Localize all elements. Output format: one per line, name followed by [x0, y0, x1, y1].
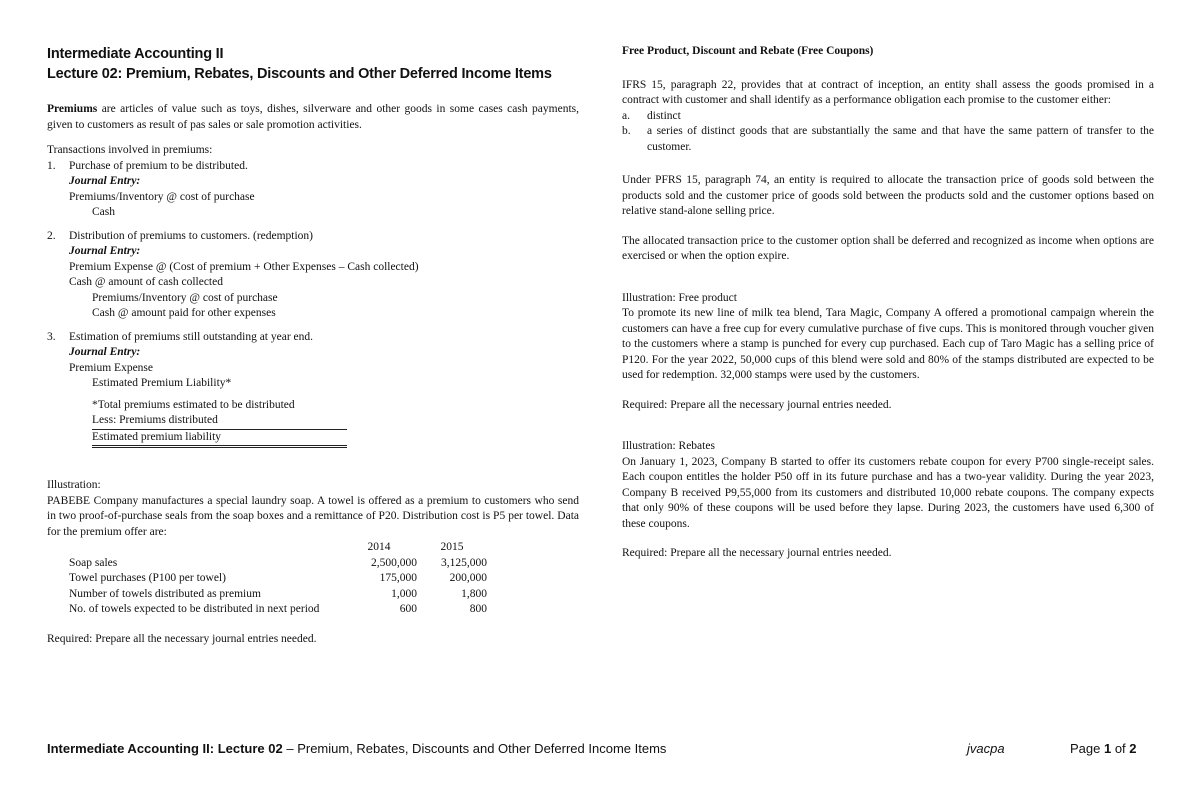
- cell-2014: 175,000: [379, 572, 417, 584]
- item-number: 2.: [47, 229, 56, 242]
- row-label: No. of towels expected to be distributed in next period: [69, 603, 320, 615]
- year-header: 2014: [367, 541, 391, 553]
- required-text: Required: Prepare all the necessary journal entries needed.: [47, 632, 317, 645]
- item-text: Purchase of premium to be distributed.: [69, 159, 248, 172]
- list-item: [622, 109, 1154, 125]
- liability-note-total: *Total premiums estimated to be distributed: [92, 398, 295, 411]
- premiums-term: Premiums: [47, 103, 98, 115]
- transaction-2: [47, 229, 579, 245]
- illustration-heading: Illustration: Rebates: [622, 440, 715, 452]
- row-label: Soap sales: [69, 556, 118, 569]
- liability-note-less: Less: Premiums distributed: [92, 413, 347, 430]
- liability-note-less-wrap: [47, 413, 579, 430]
- pfrs-paragraph: Under PFRS 15, paragraph 74, an entity is required to allocate the transaction price of goods sold between the products sold and the customer price of goods sold between the products sold and the customer options based on relative stand-alone selling price.: [622, 174, 1154, 217]
- table-header-row: [69, 540, 487, 556]
- transaction-1: [47, 159, 579, 175]
- footer-signature: jvacpa: [967, 741, 1005, 756]
- item-text: Estimation of premiums still outstanding at year end.: [69, 330, 314, 343]
- premium-data-table: [69, 540, 487, 618]
- footer-title-rest: – Premium, Rebates, Discounts and Other Deferred Income Items: [282, 741, 667, 756]
- illustration-text: To promote its new line of milk tea blend, Tara Magic, Company A offered a promotional campaign wherein the customers can have a free cup for every cumulative purchase of five cups. This is monitored through voucher given to the customers where a stamp is punched for every cup purchased. Each cup of Taro Magic has a selling price of P120. For the year 2022, 50,000 cups of this blend were sold and 80% of the stamps distributed are expected to be used for redemption. 32,000 stamps were used by the customers.: [622, 307, 1154, 381]
- cell-2014: 2,500,000: [371, 556, 417, 569]
- list-item: [622, 124, 1154, 155]
- total-pages: 2: [1129, 741, 1137, 756]
- section-heading: Free Product, Discount and Rebate (Free Coupons): [622, 45, 874, 57]
- transactions-heading: Transactions involved in premiums:: [47, 144, 213, 156]
- cell-2014: 1,000: [391, 587, 417, 600]
- list-marker: b.: [622, 125, 631, 137]
- cell-2014: 600: [399, 603, 417, 615]
- row-label: Towel purchases (P100 per towel): [69, 572, 226, 584]
- item-number: 3.: [47, 330, 56, 343]
- journal-entry-label: Journal Entry:: [69, 175, 141, 187]
- table-row: [69, 556, 487, 572]
- entry-line: Cash @ amount paid for other expenses: [92, 307, 276, 319]
- entry-line: Premiums/Inventory @ cost of purchase: [92, 291, 278, 304]
- required-text: Required: Prepare all the necessary journal entries needed.: [622, 547, 892, 559]
- illustration-heading: Illustration:: [47, 479, 101, 491]
- journal-entry-label: Journal Entry:: [69, 245, 141, 257]
- allocation-paragraph: The allocated transaction price to the customer option shall be deferred and recognized as income when options are exercised or when the option expire.: [622, 234, 1154, 262]
- premiums-definition: [47, 102, 579, 133]
- journal-entry-label: Journal Entry:: [69, 346, 141, 358]
- list-text: a series of distinct goods that are substantially the same and that have the same pattern of transfer to the customer.: [647, 125, 1154, 153]
- illustration-text: PABEBE Company manufactures a special laundry soap. A towel is offered as a premium to customers who send in two proof-of-purchase seals from the soap boxes and a remittance of P20. Distribution cost is P5 per towel. Data for the premium offer are:: [47, 494, 579, 538]
- required-text: Required: Prepare all the necessary journal entries needed.: [622, 398, 892, 411]
- list-marker: a.: [622, 109, 630, 122]
- item-text: Distribution of premiums to customers. (redemption): [69, 229, 314, 242]
- liability-note-estimated-wrap: [47, 430, 579, 449]
- table-row: [69, 602, 487, 618]
- lecture-title: Lecture 02: Premium, Rebates, Discounts and Other Deferred Income Items: [47, 66, 552, 82]
- entry-line: Premium Expense @ (Cost of premium + Other Expenses – Cash collected): [69, 260, 419, 273]
- footer-title: [47, 741, 666, 756]
- cell-2015: 3,125,000: [441, 556, 487, 569]
- footer-title-bold: Intermediate Accounting II: Lecture 02: [47, 741, 283, 756]
- entry-line: Cash: [92, 206, 115, 218]
- entry-line: Estimated Premium Liability*: [92, 377, 232, 389]
- entry-line: Premiums/Inventory @ cost of purchase: [69, 190, 255, 203]
- table-row: [69, 571, 487, 587]
- cell-2015: 1,800: [461, 587, 487, 600]
- page-footer: [47, 741, 1137, 761]
- entry-line: Cash @ amount of cash collected: [69, 276, 223, 288]
- transaction-3: [47, 330, 579, 346]
- entry-line: Premium Expense: [69, 361, 153, 374]
- right-column: [622, 44, 1154, 562]
- cell-2015: 800: [469, 603, 487, 615]
- page-number: Page 1 of 2: [1070, 741, 1137, 756]
- illustration-heading: Illustration: Free product: [622, 291, 737, 304]
- item-number: 1.: [47, 159, 56, 172]
- year-header: 2015: [440, 541, 464, 553]
- left-column: [47, 44, 579, 647]
- liability-note-estimated: Estimated premium liability: [92, 430, 347, 449]
- premiums-def-text: are articles of value such as toys, dishes, silverware and other goods in some cases cash payments, given to customers as result of pas sales or sale promotion activities.: [47, 103, 579, 131]
- list-text: distinct: [647, 109, 681, 122]
- illustration-text: On January 1, 2023, Company B started to offer its customers rebate coupon for every P700 single-receipt sales. Each coupon entitles the holder P50 off in its future purchase and has a two-year validity. During the year 2023, Company B received P9,55,000 from its customers and distributed 10,000 rebate coupons. The company expects that only 90% of these coupons will be used before they lapse. During 2023, the customers have used 6,300 of these coupons.: [622, 455, 1154, 530]
- ifrs-paragraph: IFRS 15, paragraph 22, provides that at contract of inception, an entity shall assess the goods promised in a contract with customer and shall identify as a performance obligation each promise to the customer either:: [622, 78, 1154, 106]
- row-label: Number of towels distributed as premium: [69, 587, 261, 600]
- doc-title: Intermediate Accounting II: [47, 46, 224, 62]
- table-row: [69, 587, 487, 603]
- current-page: 1: [1103, 741, 1112, 756]
- cell-2015: 200,000: [449, 572, 487, 584]
